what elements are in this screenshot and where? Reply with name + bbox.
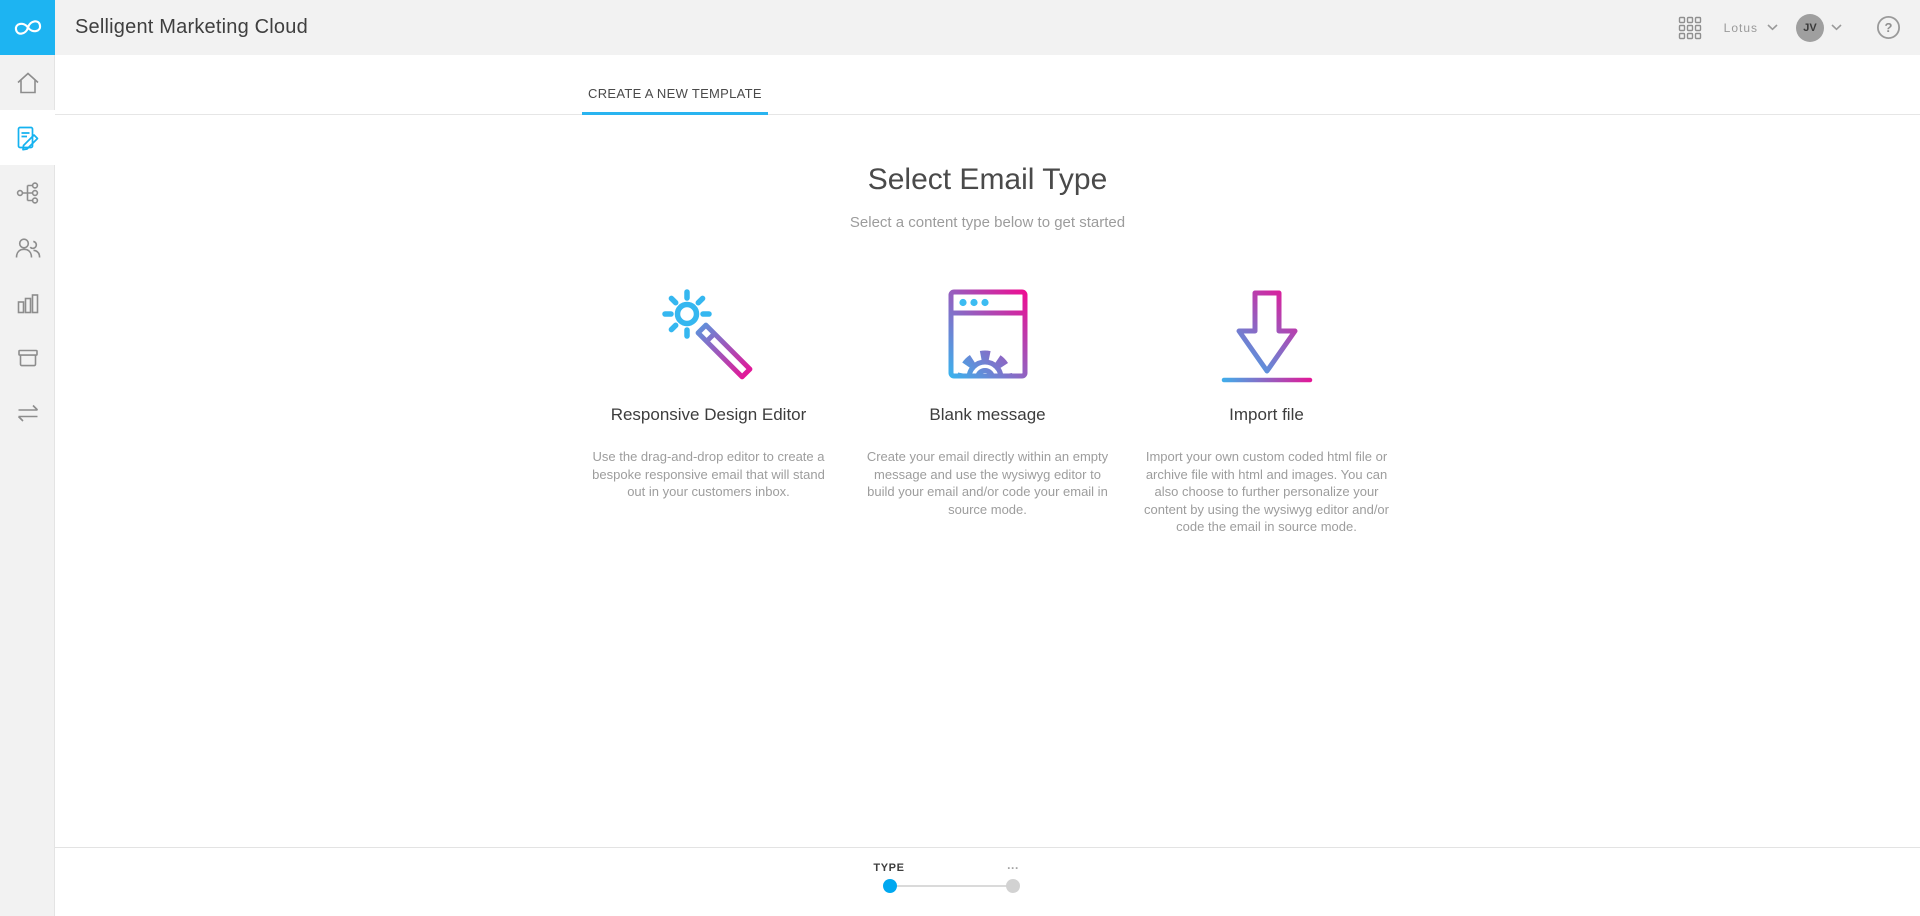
step-connector-line <box>890 885 1013 887</box>
help-button[interactable] <box>1876 15 1901 40</box>
option-description: Use the drag-and-drop editor to create a bespoke responsive email that will stand out in your customers inbox. <box>592 449 825 499</box>
svg-text:?: ? <box>1884 20 1893 35</box>
sidebar-item-reports[interactable] <box>0 275 55 330</box>
option-description: Import your own custom coded html file or archive file with html and images. You can also choose to further personalize your content by using the wysiwyg editor and/or code the email in source mode. <box>1144 449 1389 534</box>
workspace-selector[interactable] <box>1724 21 1778 35</box>
page-subtitle: Select a content type below to get started <box>849 214 1126 231</box>
page-title: Select Email Type <box>867 163 1108 196</box>
people-icon <box>13 234 43 262</box>
step-dot-type[interactable] <box>883 879 897 893</box>
workspace-name: Lotus <box>1723 20 1758 35</box>
chevron-down-icon <box>1831 24 1842 31</box>
sidebar-item-templates[interactable] <box>0 110 55 165</box>
sidebar-item-data-transfer[interactable] <box>0 385 55 440</box>
app-title: Selligent Marketing Cloud <box>75 16 308 38</box>
home-icon <box>14 69 42 97</box>
option-label: Responsive Design Editor <box>610 405 807 424</box>
email-type-options <box>55 283 1920 536</box>
grid-icon <box>1678 16 1702 40</box>
top-bar-actions <box>1678 14 1920 42</box>
tab-bar <box>55 55 1920 115</box>
option-import-file[interactable] <box>1141 283 1393 536</box>
archive-box-icon <box>14 344 42 372</box>
sidebar-nav <box>0 55 55 916</box>
wizard-step-bar <box>55 847 1920 916</box>
document-edit-icon <box>14 124 41 152</box>
sidebar-item-library[interactable] <box>0 330 55 385</box>
chevron-down-icon <box>1767 24 1778 31</box>
avatar: JV <box>1796 14 1824 42</box>
transfer-arrows-icon <box>14 399 42 427</box>
step-label-type: TYPE <box>873 862 905 874</box>
import-arrow-icon <box>1141 283 1393 385</box>
user-menu[interactable] <box>1796 14 1842 42</box>
sidebar-item-audiences[interactable] <box>0 220 55 275</box>
option-label: Blank message <box>929 405 1046 424</box>
infinity-logo-icon <box>10 14 46 41</box>
tab-create-new-template[interactable]: CREATE A NEW TEMPLATE <box>582 86 768 115</box>
option-blank-message[interactable] <box>862 283 1114 536</box>
step-dot-next[interactable] <box>1006 879 1020 893</box>
option-responsive-design-editor[interactable] <box>583 283 835 536</box>
main-content <box>55 115 1920 847</box>
option-label: Import file <box>1229 405 1304 424</box>
step-label-next: ... <box>1007 858 1019 872</box>
magic-wand-icon <box>583 283 835 385</box>
selligent-logo[interactable] <box>0 0 55 55</box>
top-bar <box>0 0 1920 55</box>
window-gear-icon <box>862 283 1114 385</box>
bar-chart-icon <box>14 289 42 317</box>
option-description: Create your email directly within an empty message and use the wysiwyg editor to build your email and/or code your email in source mode. <box>866 449 1109 517</box>
app-switcher-button[interactable] <box>1678 16 1702 40</box>
sidebar-item-home[interactable] <box>0 55 55 110</box>
flow-icon <box>14 179 42 207</box>
help-icon <box>1876 15 1901 40</box>
sidebar-item-journeys[interactable] <box>0 165 55 220</box>
